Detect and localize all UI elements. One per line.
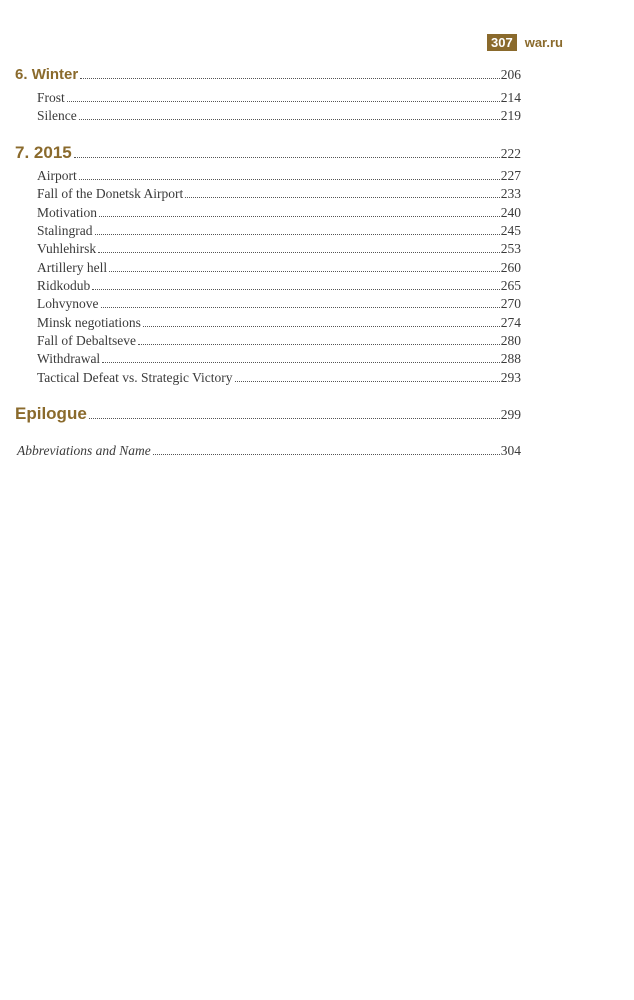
page-ref: 233: [500, 186, 521, 201]
toc-entry[interactable]: [37, 223, 521, 239]
chapter-number: 6.: [15, 66, 28, 83]
page-ref: 253: [500, 241, 521, 256]
entry-title: Withdrawal: [37, 351, 101, 366]
dot-leader: [101, 307, 500, 308]
entry-title: Airport: [37, 168, 77, 183]
dot-leader: [89, 418, 500, 419]
dot-leader: [143, 326, 500, 327]
entry-title: Stalingrad: [37, 223, 93, 238]
toc-epilogue[interactable]: [15, 404, 521, 424]
entry-title: Ridkodub: [37, 278, 91, 293]
page-ref: 222: [500, 146, 521, 161]
page-ref: 260: [500, 260, 521, 275]
page-ref: 227: [500, 168, 521, 183]
chapter-title: [15, 143, 74, 163]
page-ref: 304: [500, 443, 521, 458]
entry-title: Vuhlehirsk: [37, 241, 97, 256]
abbreviations-title: Abbreviations and Name: [17, 443, 151, 458]
page-ref: 274: [500, 315, 521, 330]
toc-entry[interactable]: [37, 351, 521, 367]
page-ref: 240: [500, 205, 521, 220]
page-header: [487, 34, 563, 51]
dot-leader: [67, 101, 500, 102]
dot-leader: [92, 289, 499, 290]
page-ref: 270: [500, 296, 521, 311]
toc-chapter-7[interactable]: [15, 143, 521, 163]
dot-leader: [95, 234, 500, 235]
toc-entry[interactable]: [37, 278, 521, 294]
entry-title: Minsk negotiations: [37, 315, 141, 330]
dot-leader: [138, 344, 500, 345]
dot-leader: [98, 252, 500, 253]
page-ref: 214: [500, 90, 521, 105]
dot-leader: [79, 119, 500, 120]
entry-title: Fall of the Donetsk Airport: [37, 186, 184, 201]
entry-title: Tactical Defeat vs. Strategic Victory: [37, 370, 233, 385]
toc-entry[interactable]: [37, 296, 521, 312]
page-ref: 219: [500, 108, 521, 123]
dot-leader: [153, 454, 500, 455]
dot-leader: [80, 78, 500, 79]
dot-leader: [102, 362, 500, 363]
toc-entry[interactable]: [37, 90, 521, 106]
entry-title: Silence: [37, 108, 77, 123]
toc-entry[interactable]: [37, 333, 521, 349]
page-number-badge: 307: [487, 34, 517, 51]
page-ref: 293: [500, 370, 521, 385]
page-ref: 299: [500, 407, 521, 422]
entry-title: Frost: [37, 90, 65, 105]
page-ref: 288: [500, 351, 521, 366]
chapter-title: [15, 66, 80, 83]
toc-entry[interactable]: [37, 205, 521, 221]
epilogue-title: Epilogue: [15, 404, 87, 423]
toc-entry[interactable]: [37, 370, 521, 386]
chapter-name: 2015: [33, 143, 72, 162]
entry-title: Motivation: [37, 205, 97, 220]
dot-leader: [109, 271, 500, 272]
brand-label: war.ru: [524, 35, 563, 50]
page-ref: 206: [500, 67, 521, 82]
dot-leader: [235, 381, 500, 382]
chapter-name: Winter: [31, 66, 79, 83]
entry-title: Fall of Debaltseve: [37, 333, 136, 348]
toc-entry[interactable]: [37, 315, 521, 331]
dot-leader: [79, 179, 500, 180]
toc-chapter-6[interactable]: [15, 66, 521, 83]
entry-title: Artillery hell: [37, 260, 108, 275]
page-ref: 265: [500, 278, 521, 293]
toc-entry[interactable]: [37, 186, 521, 202]
chapter-number: 7.: [15, 143, 30, 162]
toc-entry[interactable]: [37, 108, 521, 124]
dot-leader: [99, 216, 500, 217]
toc-entry[interactable]: [37, 168, 521, 184]
dot-leader: [185, 197, 500, 198]
entry-title: Lohvynove: [37, 296, 99, 311]
toc-abbreviations[interactable]: [17, 443, 521, 459]
page-ref: 245: [500, 223, 521, 238]
toc-entry[interactable]: [37, 260, 521, 276]
page-ref: 280: [500, 333, 521, 348]
dot-leader: [74, 157, 500, 158]
toc-entry[interactable]: [37, 241, 521, 257]
